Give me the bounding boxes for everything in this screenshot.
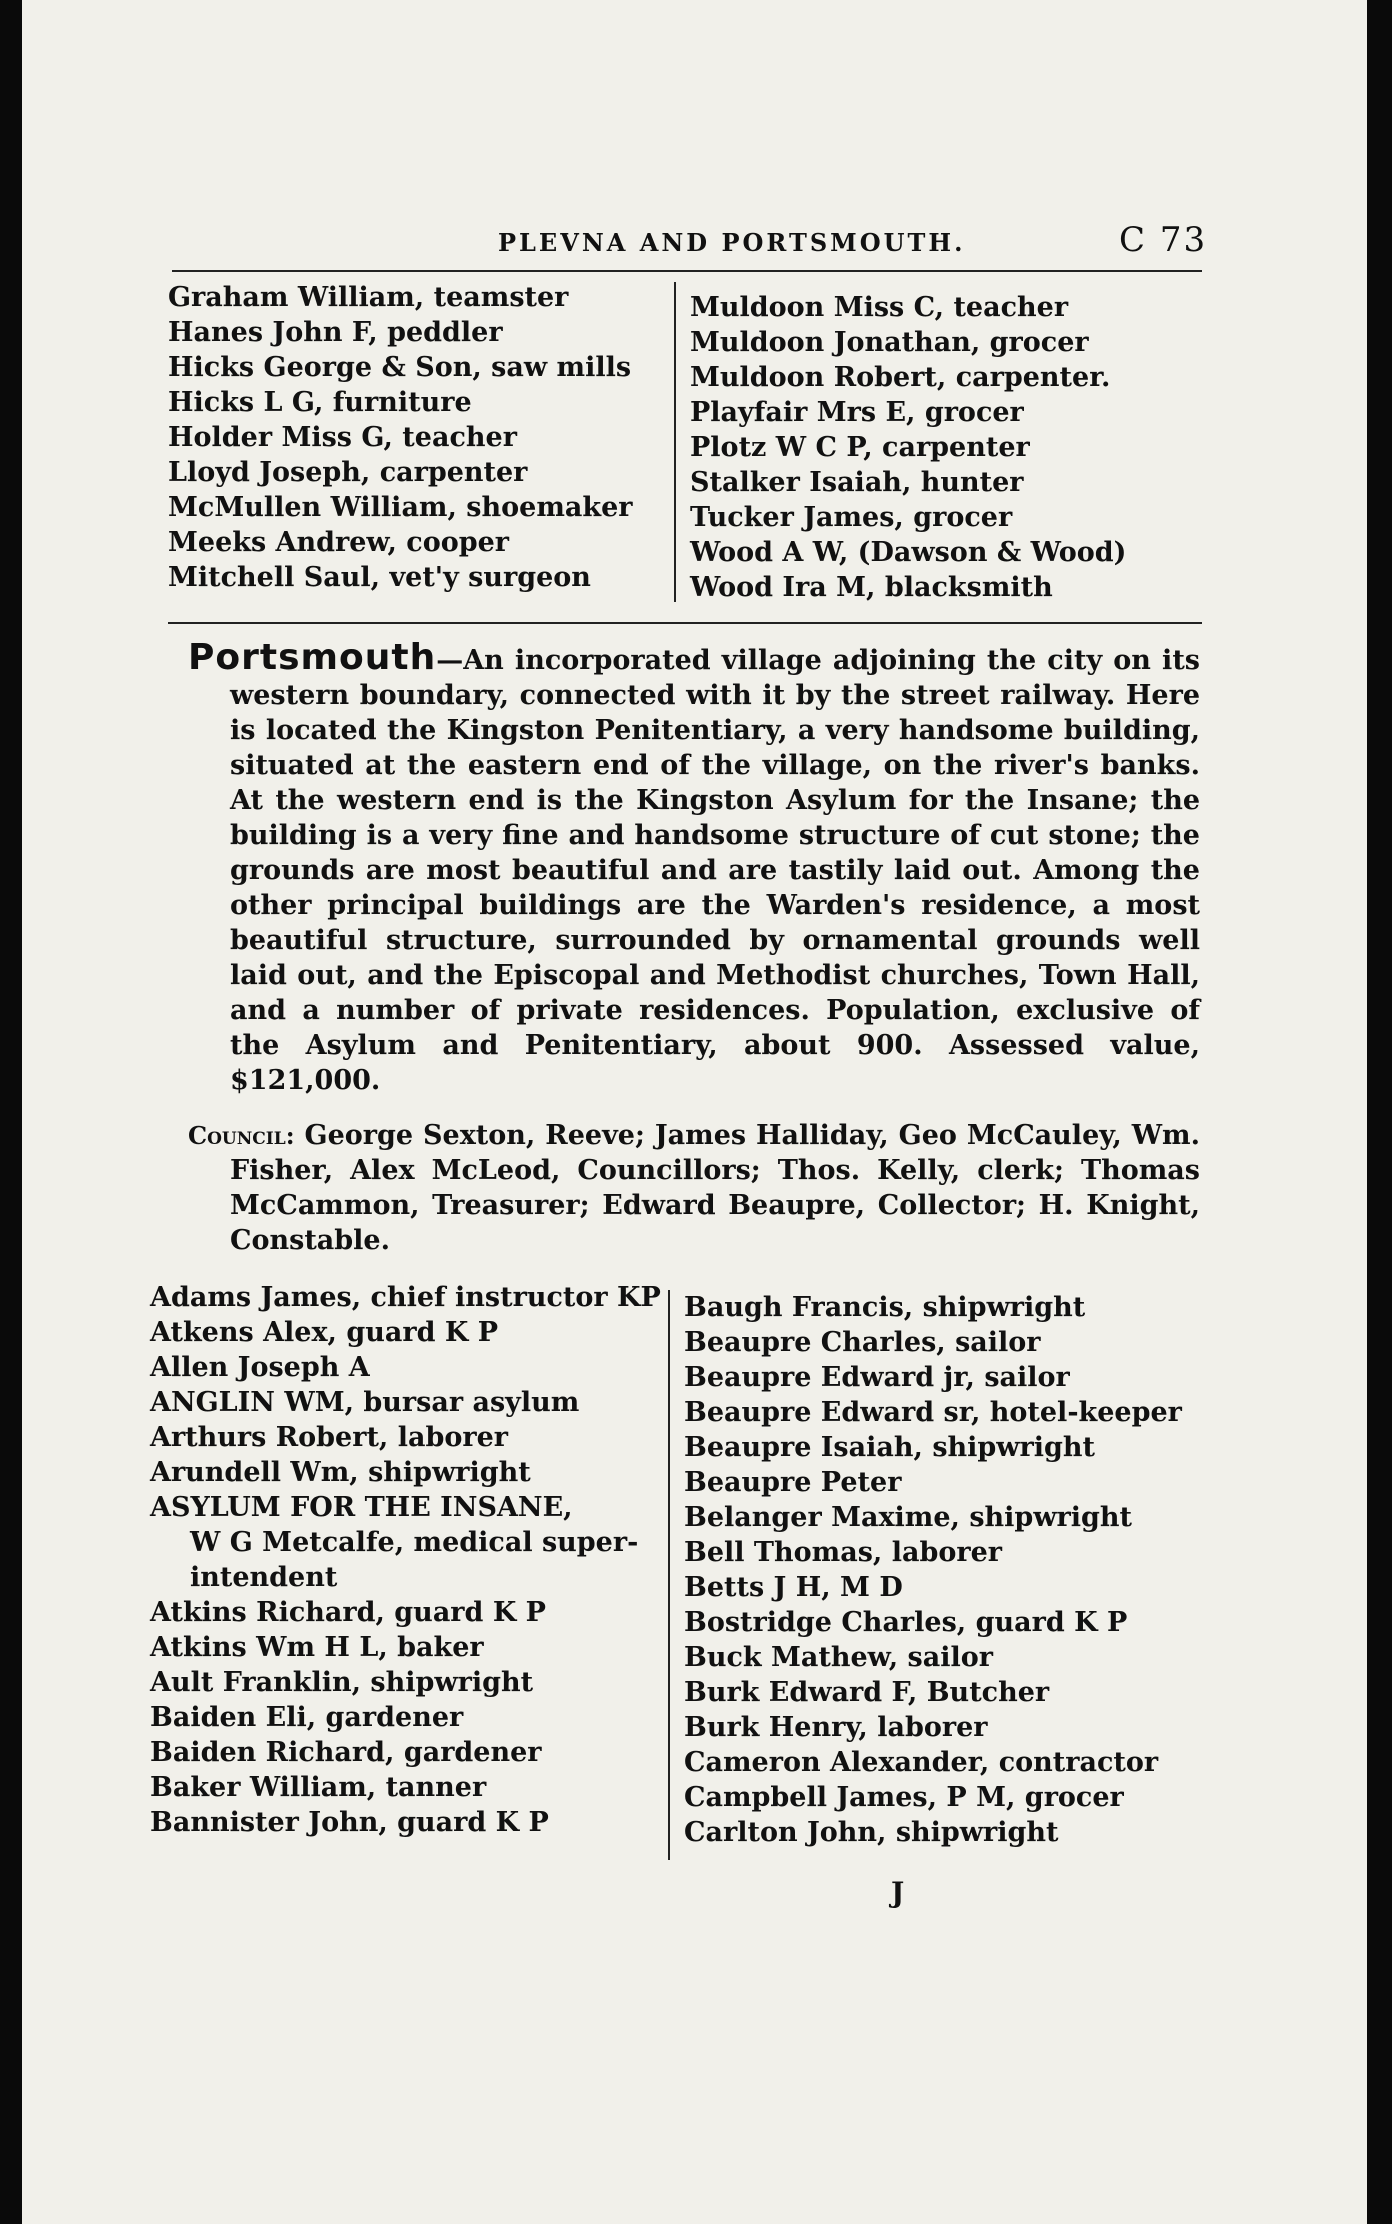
list-item: Meeks Andrew, cooper bbox=[168, 527, 509, 558]
list-item: Wood A W, (Dawson & Wood) bbox=[690, 537, 1127, 568]
list-item: Lloyd Joseph, carpenter bbox=[168, 457, 528, 488]
list-item: Ault Franklin, shipwright bbox=[150, 1667, 534, 1698]
list-item: Atkins Richard, guard K P bbox=[150, 1597, 546, 1628]
top-rule bbox=[172, 270, 1202, 272]
list-item: Carlton John, shipwright bbox=[684, 1817, 1059, 1848]
list-item: Bannister John, guard K P bbox=[150, 1807, 549, 1838]
list-item: Stalker Isaiah, hunter bbox=[690, 467, 1024, 498]
list-item: Burk Edward F, Butcher bbox=[684, 1677, 1050, 1708]
list-item: Beaupre Isaiah, shipwright bbox=[684, 1432, 1095, 1463]
directory-page bbox=[22, 0, 1367, 2224]
list-item: Adams James, chief instructor KP bbox=[150, 1282, 661, 1313]
list-item: Cameron Alexander, contractor bbox=[684, 1747, 1159, 1778]
list-item: Beaupre Charles, sailor bbox=[684, 1327, 1041, 1358]
list-item: Muldoon Jonathan, grocer bbox=[690, 327, 1089, 358]
list-item: Beaupre Edward jr, sailor bbox=[684, 1362, 1070, 1393]
list-item: Baiden Richard, gardener bbox=[150, 1737, 542, 1768]
column-divider bbox=[674, 282, 676, 602]
section-rule bbox=[168, 622, 1202, 624]
list-item: Arthurs Robert, laborer bbox=[150, 1422, 509, 1453]
list-item: Muldoon Miss C, teacher bbox=[690, 292, 1069, 323]
list-item: Beaupre Peter bbox=[684, 1467, 902, 1498]
council-label: Council: bbox=[188, 1121, 295, 1150]
residents-left-column bbox=[150, 1280, 661, 1840]
page-number: C 73 bbox=[1119, 220, 1208, 260]
list-item: ANGLIN WM, bursar asylum bbox=[150, 1387, 580, 1418]
list-item: Plotz W C P, carpenter bbox=[690, 432, 1030, 463]
plevna-left-column bbox=[168, 280, 633, 595]
list-item: Muldoon Robert, carpenter. bbox=[690, 362, 1111, 393]
list-item: McMullen William, shoemaker bbox=[168, 492, 633, 523]
list-item: Atkens Alex, guard K P bbox=[150, 1317, 499, 1348]
residents-right-column bbox=[684, 1290, 1182, 1850]
list-item: Arundell Wm, shipwright bbox=[150, 1457, 531, 1488]
list-item: Baiden Eli, gardener bbox=[150, 1702, 464, 1733]
list-item: Belanger Maxime, shipwright bbox=[684, 1502, 1133, 1533]
list-item: Bell Thomas, laborer bbox=[684, 1537, 1002, 1568]
list-item: Beaupre Edward sr, hotel-keeper bbox=[684, 1397, 1182, 1428]
list-item: ASYLUM FOR THE INSANE, bbox=[150, 1492, 573, 1523]
list-item: W G Metcalfe, medical super- bbox=[190, 1527, 639, 1558]
list-item: Tucker James, grocer bbox=[690, 502, 1013, 533]
council-paragraph bbox=[188, 1118, 1200, 1258]
list-item: Allen Joseph A bbox=[150, 1352, 370, 1383]
portsmouth-description bbox=[188, 637, 1200, 1098]
section-heading: Portsmouth bbox=[188, 637, 437, 678]
list-item: Hanes John F, peddler bbox=[168, 317, 503, 348]
list-item: Buck Mathew, sailor bbox=[684, 1642, 993, 1673]
council-text: George Sexton, Reeve; James Halliday, Geo McCauley, Wm. Fisher, Alex McLeod, Councillors; Thos. Kelly, clerk; Thomas McCammon, Treasurer; Edward Beaupre, Collector; H. Knight, Constable. bbox=[230, 1120, 1200, 1256]
list-item: Wood Ira M, blacksmith bbox=[690, 572, 1053, 603]
list-item: Mitchell Saul, vet'y surgeon bbox=[168, 562, 591, 593]
signature-mark: J bbox=[891, 1876, 905, 1909]
list-item: Holder Miss G, teacher bbox=[168, 422, 517, 453]
list-item: Graham William, teamster bbox=[168, 282, 569, 313]
list-item: Playfair Mrs E, grocer bbox=[690, 397, 1024, 428]
list-item: Baugh Francis, shipwright bbox=[684, 1292, 1086, 1323]
list-item: Burk Henry, laborer bbox=[684, 1712, 988, 1743]
list-item: Campbell James, P M, grocer bbox=[684, 1782, 1124, 1813]
list-item: Hicks George & Son, saw mills bbox=[168, 352, 632, 383]
running-title: PLEVNA AND PORTSMOUTH. bbox=[498, 228, 966, 257]
description-text: —An incorporated village adjoining the city on its western boundary, connected with it by the street railway. Here is located the Kingston Penitentiary, a very handsome building, situated at the eastern end of the village, on the river's banks. At the western end is the Kingston Asylum for the Insane; the building is a very fine and handsome structure of cut stone; the grounds are most beautiful and are tastily laid out. Among the other principal buildings are the Warden's residence, a most beautiful structure, surrounded by ornamental grounds well laid out, and the Episcopal and Methodist churches, Town Hall, and a number of private residences. Population, exclusive of the Asylum and Penitentiary, about 900. Assessed value, $121,000. bbox=[230, 645, 1200, 1096]
list-item: Betts J H, M D bbox=[684, 1572, 903, 1603]
list-item: intendent bbox=[190, 1562, 338, 1593]
plevna-right-column bbox=[690, 290, 1126, 605]
column-divider bbox=[668, 1290, 670, 1860]
list-item: Atkins Wm H L, baker bbox=[150, 1632, 484, 1663]
list-item: Bostridge Charles, guard K P bbox=[684, 1607, 1128, 1638]
list-item: Hicks L G, furniture bbox=[168, 387, 472, 418]
list-item: Baker William, tanner bbox=[150, 1772, 487, 1803]
